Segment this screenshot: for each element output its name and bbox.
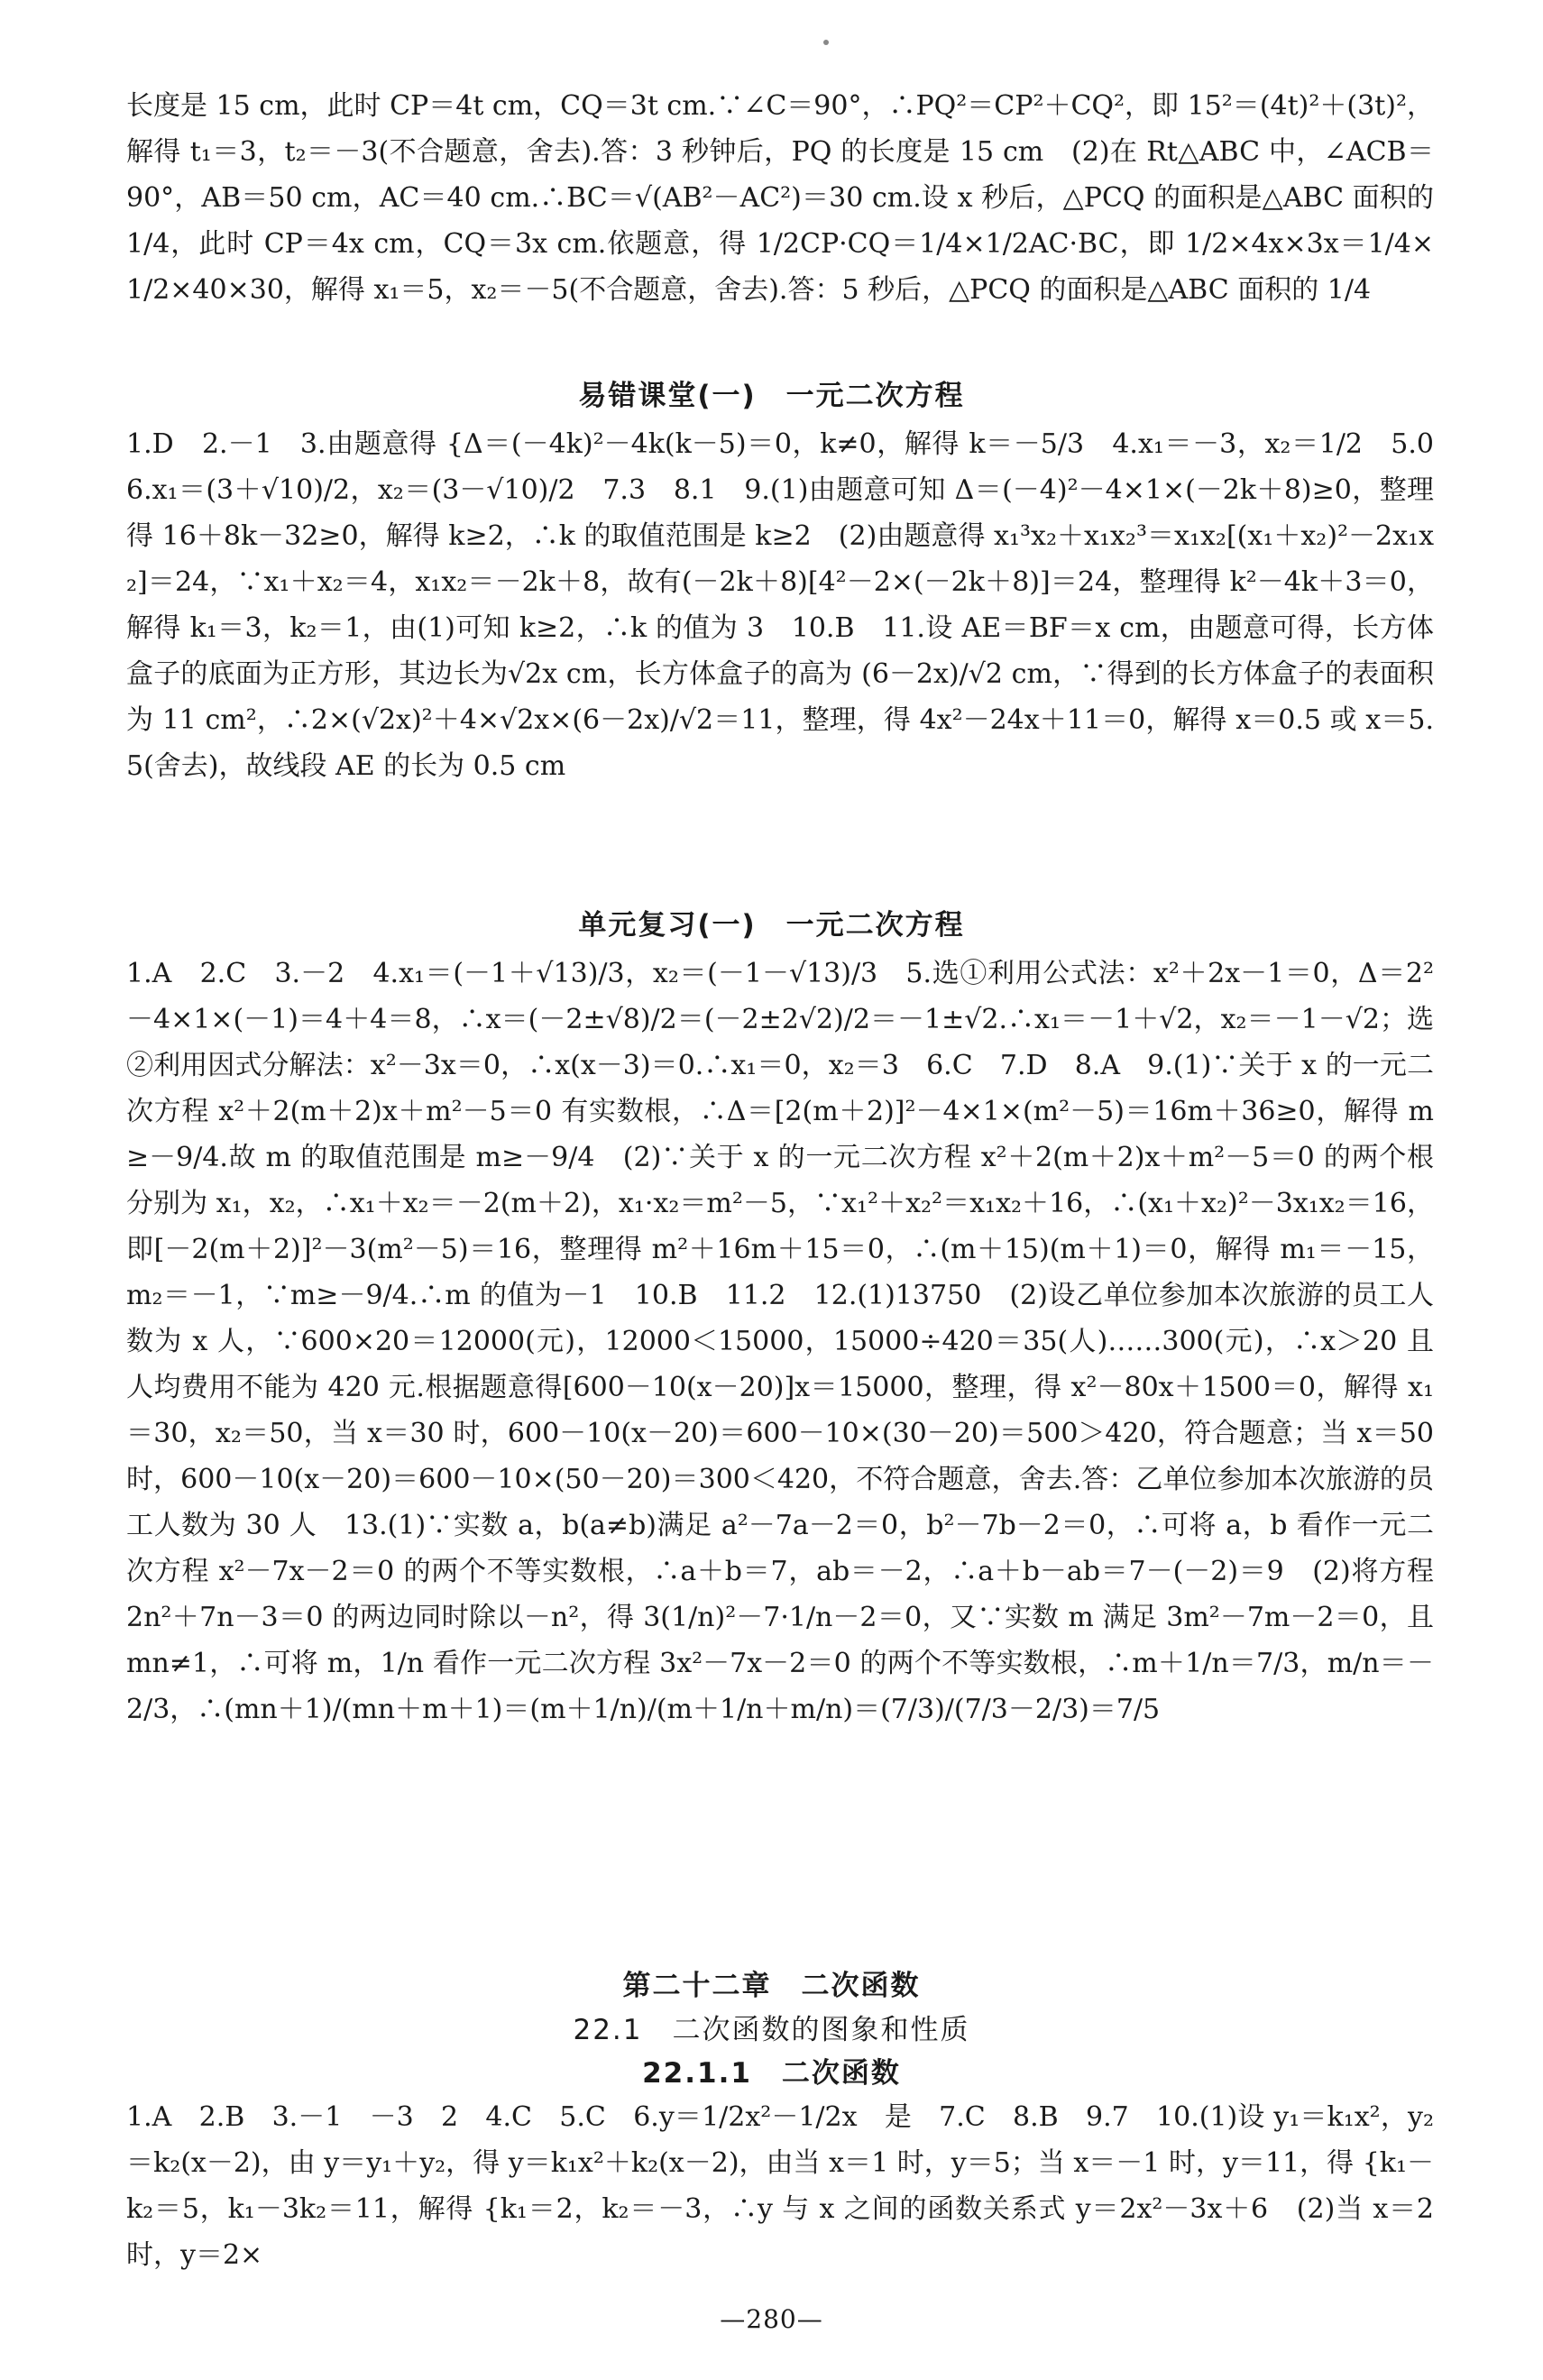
heading-danyuan-fuxi: 单元复习(一) 一元二次方程 [578,909,965,942]
heading-yicuo-ketang: 易错课堂(一) 一元二次方程 [578,380,965,412]
heading-section-22-1-1: 22.1.1 二次函数 [642,2057,901,2090]
paragraph-yicuo-answers: 1.D 2.－1 3.由题意得 {Δ＝(－4k)²－4k(k－5)＝0，k≠0，解得 k＝－5/3 4.x₁＝－3，x₂＝1/2 5.0 6.x₁＝(3＋√10)/2，x₂＝(3－√10)/2 7.3 8.1 9.(1)由题意可知 Δ＝(－4)²－4×1×(－2k＋8)≥0，整理得 16＋8k－32≥0，解得 k≥2，∴k 的取值范围是 k≥2 (2)由题意得 x₁³x₂＋x₁x₂³＝x₁x₂[(x₁＋x₂)²－2x₁x₂]＝24，∵x₁＋x₂＝4，x₁x₂＝－2k＋8，故有(－2k＋8)[4²－2×(－2k＋8)]＝24，整理得 k²－4k＋3＝0，解得 k₁＝3，k₂＝1，由(1)可知 k≥2，∴k 的值为 3 10.B 11.设 AE＝BF＝x cm，由题意可得，长方体盒子的底面为正方形，其边长为√2x cm，长方体盒子的高为 (6－2x)/√2 cm，∵得到的长方体盒子的表面积为 11 cm²，∴2×(√2x)²＋4×√2x×(6－2x)/√2＝11，整理，得 4x²－24x＋11＝0，解得 x＝0.5 或 x＝5.5(舍去)，故线段 AE 的长为 0.5 cm [126,428,1461,782]
paragraph-danyuan-answers: 1.A 2.C 3.－2 4.x₁＝(－1＋√13)/3，x₂＝(－1－√13)/3 5.选①利用公式法：x²＋2x－1＝0，Δ＝2²－4×1×(－1)＝4＋4＝8，∴x＝(－2±√8)/2＝(－2±2√2)/2＝－1±√2.∴x₁＝－1＋√2，x₂＝－1－√2；选②利用因式分解法：x²－3x＝0，∴x(x－3)＝0.∴x₁＝0，x₂＝3 6.C 7.D 8.A 9.(1)∵关于 x 的一元二次方程 x²＋2(m＋2)x＋m²－5＝0 有实数根，∴Δ＝[2(m＋2)]²－4×1×(m²－5)＝16m＋36≥0，解得 m≥－9/4.故 m 的取值范围是 m≥－9/4 (2)∵关于 x 的一元二次方程 x²＋2(m＋2)x＋m²－5＝0 的两个根分别为 x₁，x₂，∴x₁＋x₂＝－2(m＋2)，x₁·x₂＝m²－5，∵x₁²＋x₂²＝x₁x₂＋16，∴(x₁＋x₂)²－3x₁x₂＝16，即[－2(m＋2)]²－3(m²－5)＝16，整理得 m²＋16m＋15＝0，∴(m＋15)(m＋1)＝0，解得 m₁＝－15，m₂＝－1，∵m≥－9/4.∴m 的值为－1 10.B 11.2 12.(1)13750 (2)设乙单位参加本次旅游的员工人数为 x 人，∵600×20＝12000(元)，12000＜15000，15000÷420＝35(人)……300(元)，∴x＞20 且人均费用不能为 420 元.根据题意得[600－10(x－20)]x＝15000，整理，得 x²－80x＋1500＝0，解得 x₁＝30，x₂＝50，当 x＝30 时，600－10(x－20)＝600－10×(30－20)＝500＞420，符合题意；当 x＝50 时，600－10(x－20)＝600－10×(50－20)＝300＜420，不符合题意，舍去.答：乙单位参加本次旅游的员工人数为 30 人 13.(1)∵实数 a，b(a≠b)满足 a²－7a－2＝0，b²－7b－2＝0，∴可将 a，b 看作一元二次方程 x²－7x－2＝0 的两个不等实数根，∴a＋b＝7，ab＝－2，∴a＋b－ab＝7－(－2)＝9 (2)将方程 2n²＋7n－3＝0 的两边同时除以－n²，得 3(1/n)²－7·1/n－2＝0，又∵实数 m 满足 3m²－7m－2＝0，且 mn≠1，∴可将 m，1/n 看作一元二次方程 3x²－7x－2＝0 的两个不等实数根，∴m＋1/n＝7/3，m/n＝－2/3，∴(mn＋1)/(mn＋m＋1)＝(m＋1/n)/(m＋1/n＋m/n)＝(7/3)/(7/3－2/3)＝7/5 [126,958,1443,1725]
scan-speck [823,40,829,45]
paragraph-erci-hanshu-answers: 1.A 2.B 3.－1 －3 2 4.C 5.C 6.y＝1/2x²－1/2x 是 7.C 8.B 9.7 10.(1)设 y₁＝k₁x²，y₂＝k₂(x－2)，由 y＝y₁＋y₂，得 y＝k₁x²＋k₂(x－2)，由当 x＝1 时，y＝5；当 x＝－1 时，y＝11，得 {k₁－k₂＝5，k₁－3k₂＝11，解得 {k₁＝2，k₂＝－3，∴y 与 x 之间的函数关系式 y＝2x²－3x＋6 (2)当 x＝2 时，y＝2× [126,2101,1443,2271]
paragraph-previous-answer: 长度是 15 cm，此时 CP＝4t cm，CQ＝3t cm.∵∠C＝90°，∴PQ²＝CP²＋CQ²，即 15²＝(4t)²＋(3t)²，解得 t₁＝3，t₂＝－3(不合题意，舍去).答：3 秒钟后，PQ 的长度是 15 cm (2)在 Rt△ABC 中，∠ACB＝90°，AB＝50 cm，AC＝40 cm.∴BC＝√(AB²－AC²)＝30 cm.设 x 秒后，△PCQ 的面积是△ABC 面积的 1/4，此时 CP＝4x cm，CQ＝3x cm.依题意，得 1/2CP·CQ＝1/4×1/2AC·BC，即 1/2×4x×3x＝1/4×1/2×40×30，解得 x₁＝5，x₂＝－5(不合题意，舍去).答：5 秒后，△PCQ 的面积是△ABC 面积的 1/4 [126,90,1443,306]
heading-chapter-22: 第二十二章 二次函数 [622,1970,921,2002]
heading-section-22-1: 22.1 二次函数的图象和性质 [573,2014,970,2046]
page-number: —280— [720,2304,823,2334]
